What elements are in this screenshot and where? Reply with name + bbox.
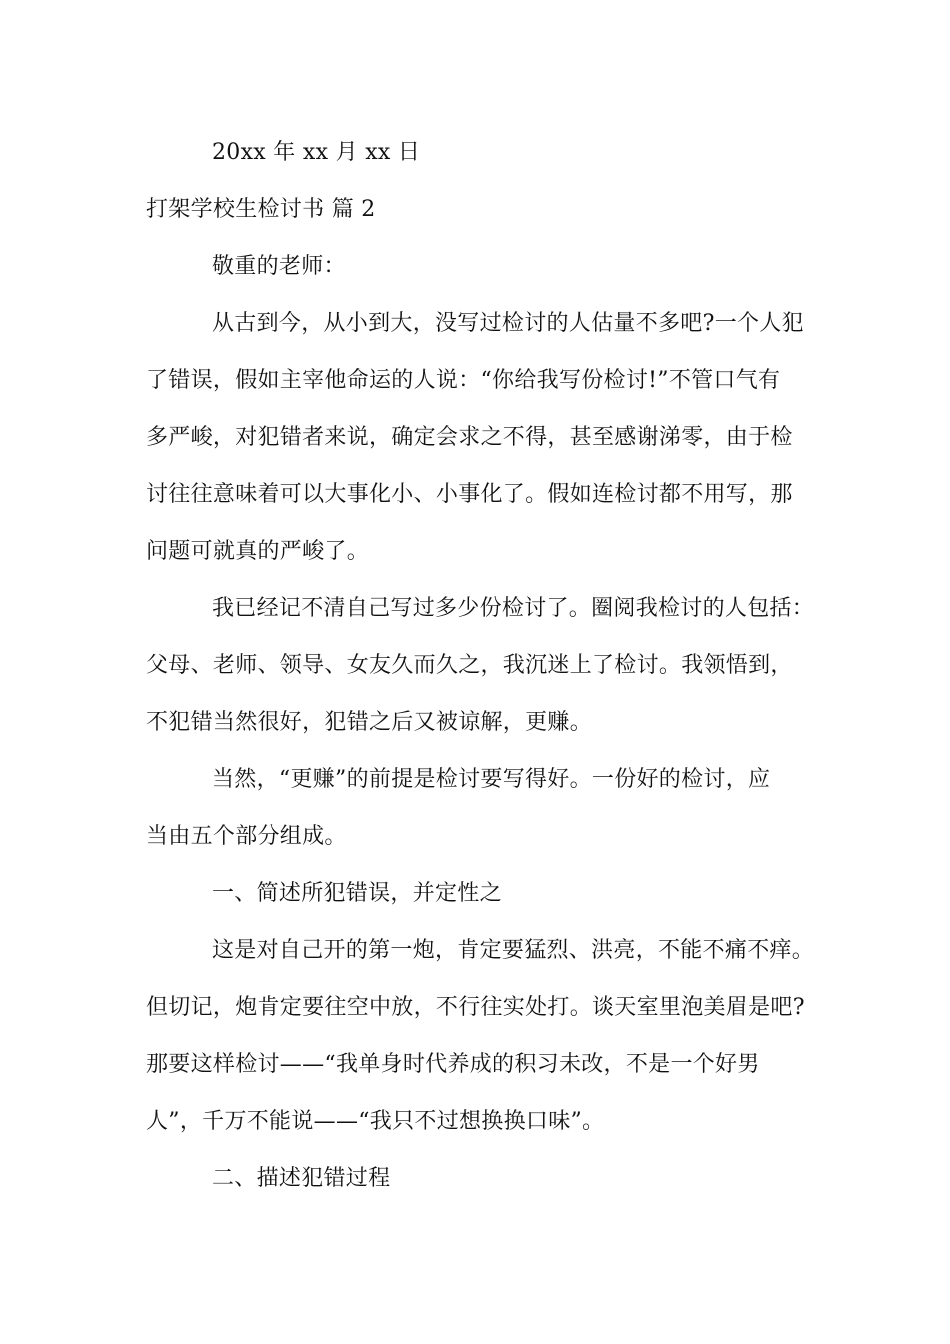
paragraph-line: 不犯错当然很好，犯错之后又被谅解，更赚。 [146,710,593,735]
paragraph-line: 人”，千万不能说——“我只不过想换换口味”。 [146,1109,605,1134]
paragraph-line: 我已经记不清自己写过多少份检讨了。圈阅我检讨的人包括： [212,596,815,621]
paragraph-line: 当由五个部分组成。 [146,824,347,849]
paragraph-line: 了错误，假如主宰他命运的人说：“你给我写份检讨!”不管口气有 [146,368,781,393]
paragraph-line: 从古到今，从小到大，没写过检讨的人估量不多吧?一个人犯 [212,311,804,336]
paragraph-line: 这是对自己开的第一炮，肯定要猛烈、洪亮，不能不痛不痒。 [212,938,815,963]
salutation: 敬重的老师： [212,254,346,279]
paragraph-line: 父母、老师、领导、女友久而久之，我沉迷上了检讨。我领悟到， [146,653,793,678]
paragraph-line: 但切记，炮肯定要往空中放，不行往实处打。谈天室里泡美眉是吧? [146,995,805,1020]
document-date: 20xx 年 xx 月 xx 日 [212,140,421,165]
paragraph-line: 那要这样检讨——“我单身时代养成的积习未改，不是一个好男 [146,1052,760,1077]
paragraph-line: 当然，“更赚”的前提是检讨要写得好。一份好的检讨，应 [212,767,771,792]
section-heading: 二、描述犯错过程 [212,1166,391,1191]
paragraph-line: 多严峻，对犯错者来说，确定会求之不得，甚至感谢涕零，由于检 [146,425,793,450]
section-heading: 一、简述所犯错误，并定性之 [212,881,502,906]
document-title: 打架学校生检讨书 篇 2 [146,197,376,222]
paragraph-line: 问题可就真的严峻了。 [146,539,370,564]
paragraph-line: 讨往往意味着可以大事化小、小事化了。假如连检讨都不用写，那 [146,482,793,507]
